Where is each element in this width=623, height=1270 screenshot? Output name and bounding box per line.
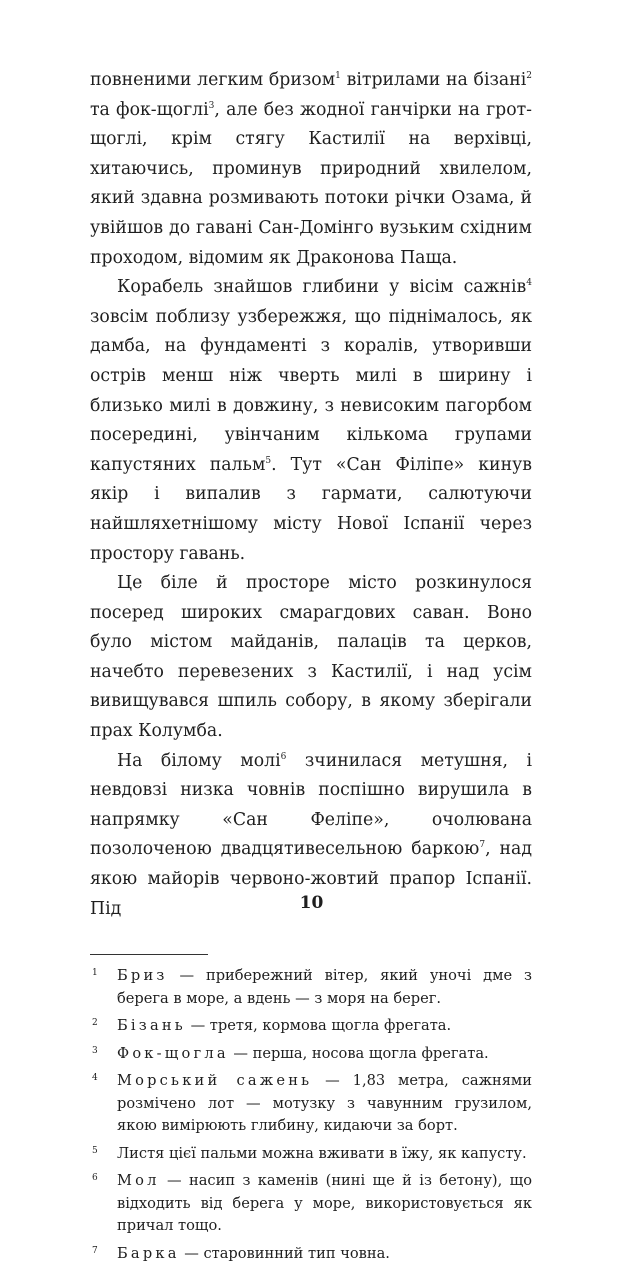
footnote-divider xyxy=(90,954,208,955)
footnote-ref-4: 4 xyxy=(526,278,532,289)
footnote-ref-3: 3 xyxy=(208,100,215,111)
footnote-term: Бізань xyxy=(117,1017,186,1035)
page-number: 10 xyxy=(299,893,324,913)
paragraph-1: повненими легким бризом$^1$ вітрилами на бізані$^2$ та фок-щоглі$^3$, але без жодної ганчірки на грот-щоглі, крім стягу Кастилії на верхівці, хитаючись, проминув природний хвилелом, який здавна розмивають потоки річки Озама, й увійшов до гавані Сан-Домінго вузьким східним проходом, відомим як Драконова Паща. xyxy=(90,70,532,268)
paragraph-3: Це біле й просторе місто розкинулося посеред широких смарагдових саван. Воно було містом майданів, палаців та церков, начебто перевезених з Кастилії, і над усім вивищувався шпиль собору, в якому зберігали прах Колумба. xyxy=(90,573,532,742)
footnote-6: 6 Мол — насип з каменів (нині ще й із бетону), що відходить від берега у море, використовується як причал тощо. xyxy=(92,1172,532,1235)
main-text xyxy=(90,66,532,924)
footnote-term: Барка xyxy=(117,1244,180,1262)
footnote-ref-6: 6 xyxy=(280,751,287,762)
footnote-term: Мол xyxy=(117,1172,160,1190)
paragraph-4: На білому молі$^6$ зчинилася метушня, і невдовзі низка човнів поспішно вирушила в напрямку «Сан Феліпе», очолювана позолоченою двадцятивесельною баркою$^7$, над якою майорів червоно-жовтий прапор Іспанії. Під xyxy=(90,750,532,919)
footnote-2: 2 Бізань — третя, кормова щогла фрегата. xyxy=(92,1017,452,1035)
footnote-term: Фок-щогла xyxy=(117,1044,229,1062)
footnote-1: 1 Бриз — прибережний вітер, який уночі дме з берега в море, а вдень — з моря на берег. xyxy=(92,967,532,1007)
footnote-term: Бриз xyxy=(117,967,168,985)
footnote-ref-2: 2 xyxy=(526,71,532,81)
paragraph-2: Корабель знайшов глибини у вісім сажнів$^4$ зовсім поблизу узбережжя, що піднімалось, як дамба, на фундаменті з коралів, утворивши острів менш ніж чверть милі в ширину і близько милі в довжину, з невисоким пагорбом посередині, увінчаним кількома групами капустяних пальм$^5$. Тут «Сан Філіпе» кинув якір і випалив з гармати, салютуючи найшляхетнішому місту Нової Іспанії через простору гавань. xyxy=(90,277,532,564)
footnote-3: 3 Фок-щогла — перша, носова щогла фрегата. xyxy=(92,1044,489,1062)
footnote-term: Морський сажень xyxy=(117,1072,313,1090)
footnote-ref-7: 7 xyxy=(479,840,486,851)
footnote-7: 7 Барка — старовинний тип човна. xyxy=(92,1244,390,1262)
footnote-5: 5 Листя цієї пальми можна вживати в їжу, як капусту. xyxy=(92,1144,527,1162)
footnote-ref-5: 5 xyxy=(265,455,272,466)
footnote-4: 4 Морський сажень — 1,83 метра, сажнями розмічено лот — мотузку з чавунним грузилом, якою вимірюють глибину, кидаючи за борт. xyxy=(92,1072,533,1135)
footnote-ref-1: 1 xyxy=(335,71,341,81)
footnotes xyxy=(90,965,532,1265)
book-page xyxy=(90,66,532,1270)
